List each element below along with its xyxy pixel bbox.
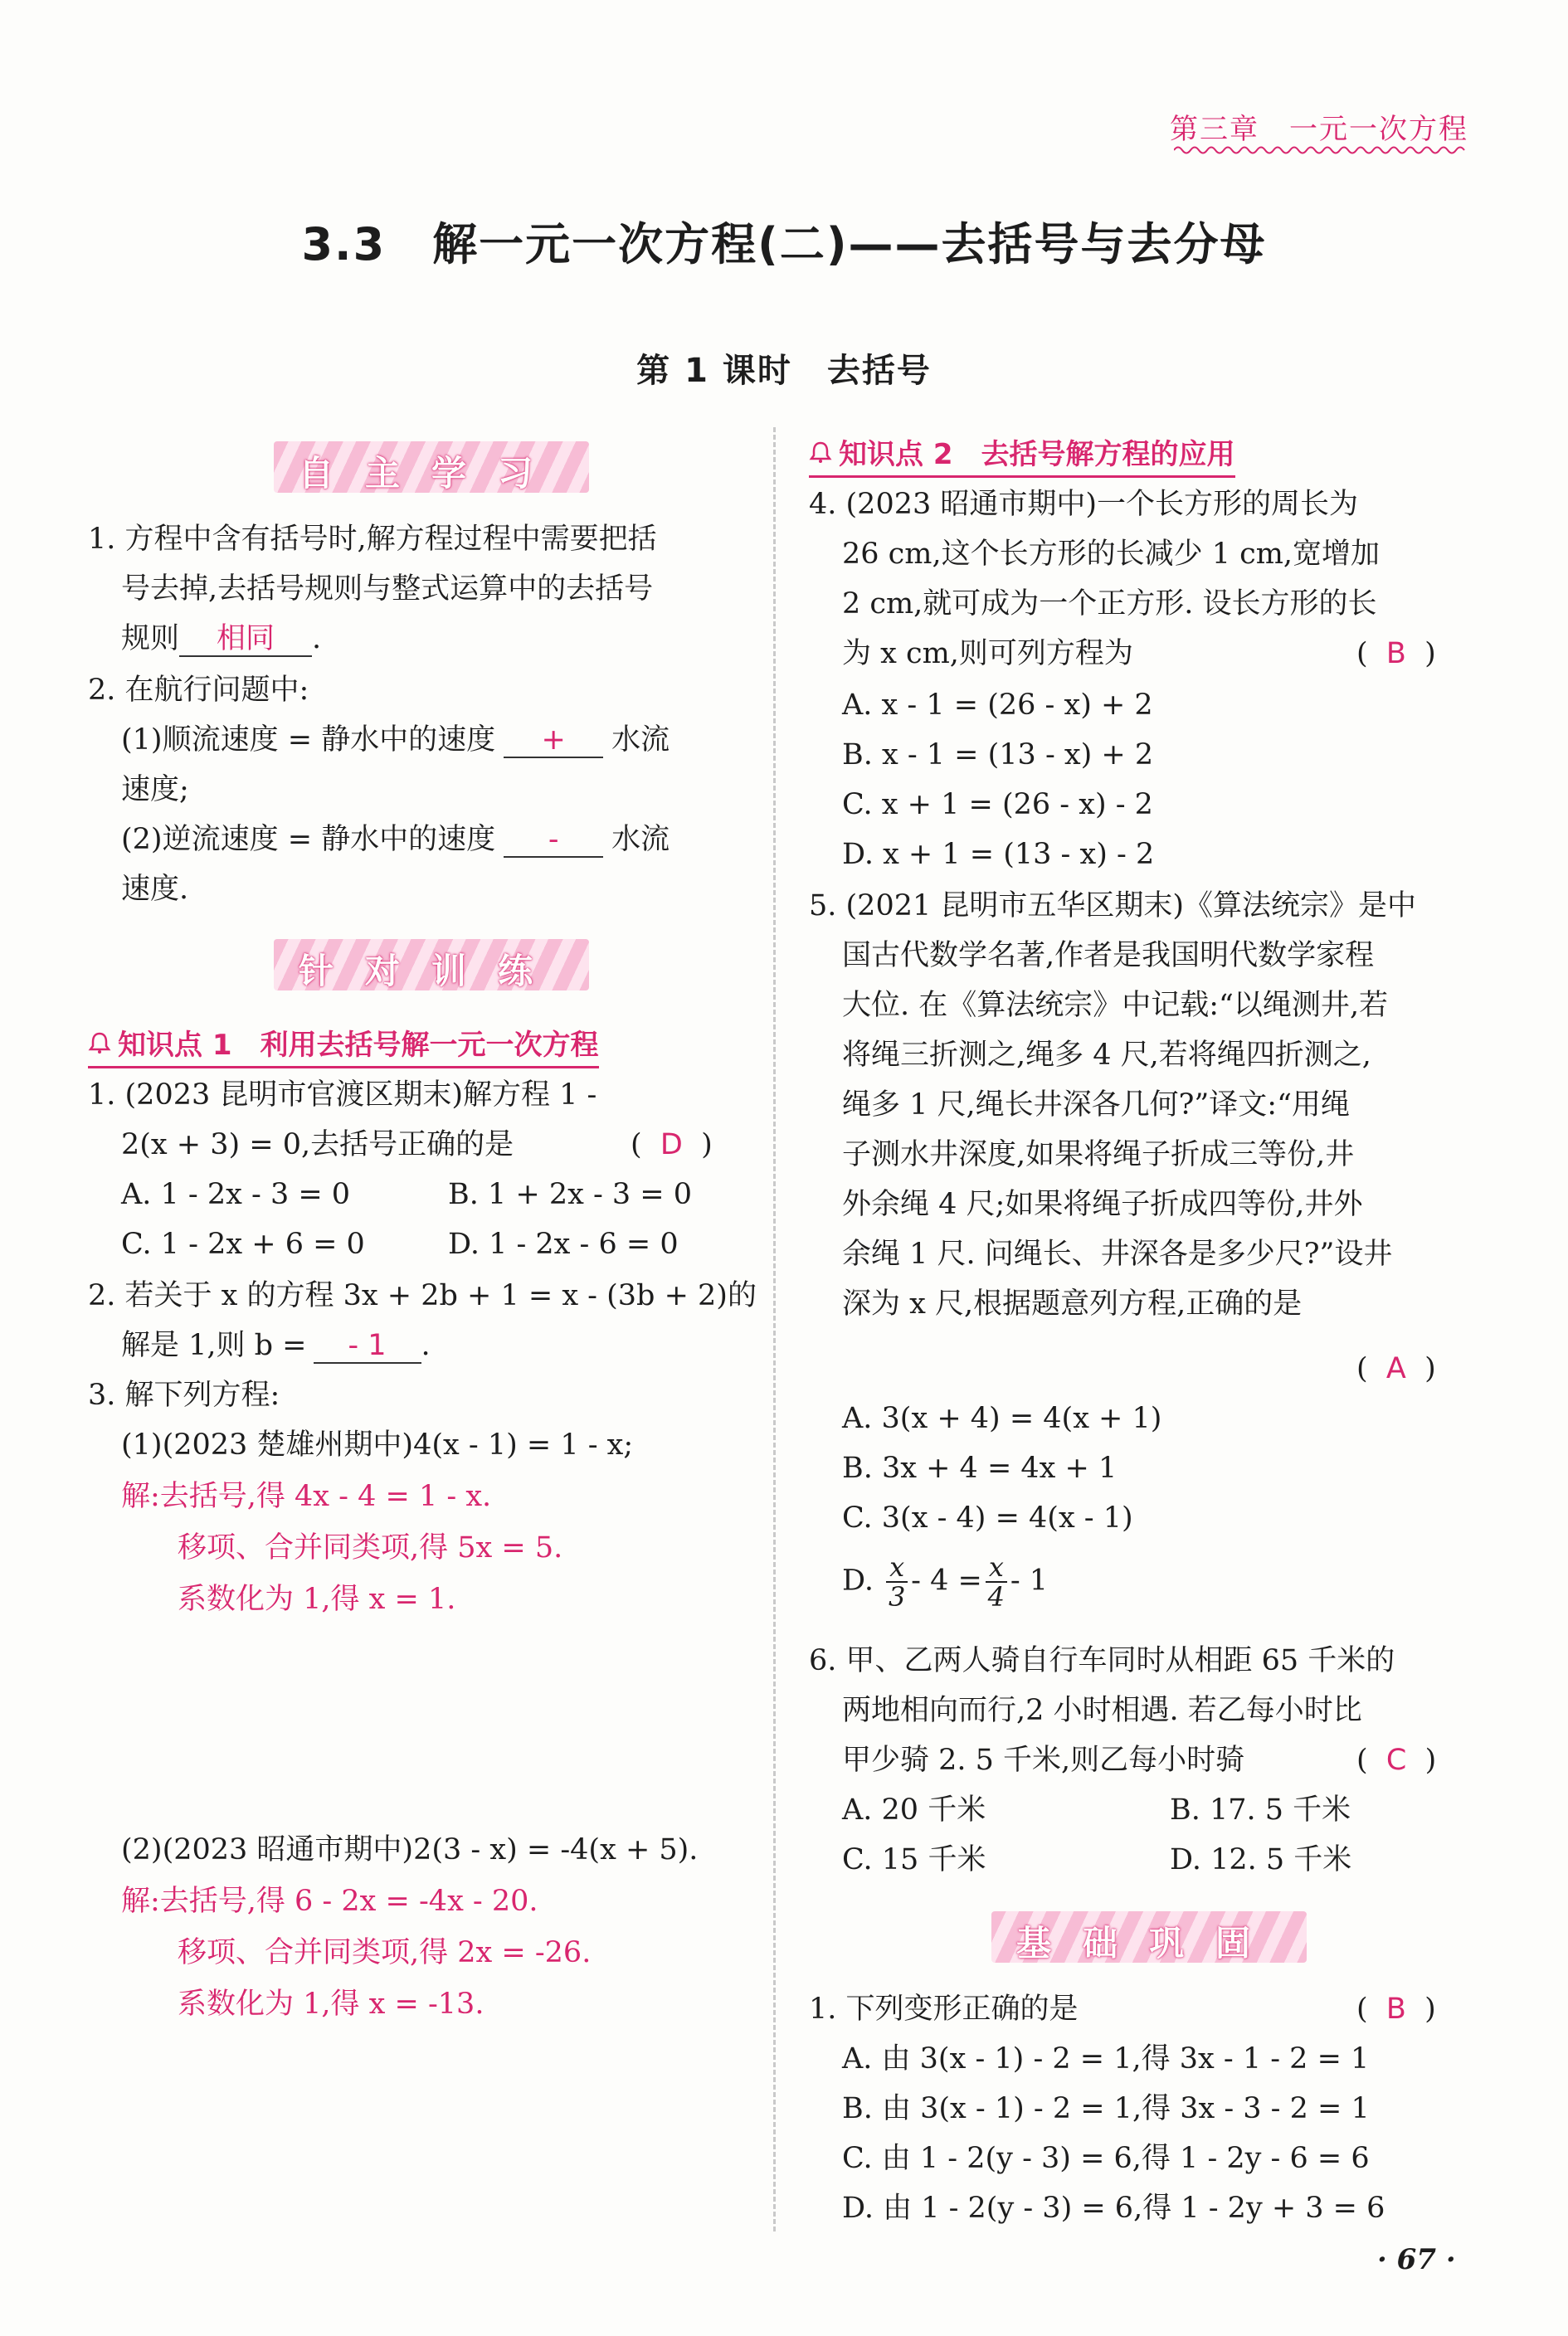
p6-answer-bracket: ( C ) — [1356, 1744, 1437, 1777]
p6-option-b: B. 17. 5 千米 — [1170, 1793, 1351, 1827]
p2-post: . — [421, 1329, 431, 1362]
p5-line7: 外余绳 4 尺;如果将绳子折成四等份,井外 — [842, 1188, 1363, 1221]
p5-option-d-end: - 1 — [1010, 1564, 1049, 1598]
p1-answer-bracket: ( D ) — [631, 1128, 713, 1161]
p5-option-a: A. 3(x + 4) = 4(x + 1) — [842, 1402, 1162, 1435]
knowledge-point-2 — [809, 431, 1235, 478]
p3-sub2-solution-3: 系数化为 1,得 x = -13. — [178, 1988, 485, 2021]
banner-foundation-review — [991, 1911, 1307, 1963]
p3-sub1-solution-2: 移项、合并同类项,得 5x = 5. — [178, 1531, 563, 1565]
p4-option-c: C. x + 1 = (26 - x) - 2 — [842, 788, 1153, 821]
p3-sub1: (1)(2023 楚雄州期中)4(x - 1) = 1 - x; — [121, 1428, 634, 1462]
p6-line3: 甲少骑 2. 5 千米,则乙每小时骑 — [842, 1744, 1245, 1777]
p5-line2: 国古代数学名著,作者是我国明代数学家程 — [842, 939, 1375, 972]
p6-option-c: C. 15 千米 — [842, 1843, 986, 1876]
p1-line1: 1. (2023 昆明市官渡区期末)解方程 1 - — [88, 1078, 597, 1112]
p1-option-a: A. 1 - 2x - 3 = 0 — [121, 1178, 351, 1211]
bell-icon — [809, 438, 834, 471]
p1-option-c: C. 1 - 2x + 6 = 0 — [121, 1228, 365, 1261]
fraction-numerator: x — [886, 1553, 908, 1583]
p1-option-d: D. 1 - 2x - 6 = 0 — [448, 1228, 679, 1261]
column-divider — [773, 427, 776, 2231]
banner-targeted-practice — [274, 939, 589, 990]
q2-b-cont: 速度. — [121, 873, 189, 906]
p5-option-d — [842, 1553, 1048, 1611]
banner-label: 自主学习 — [298, 453, 564, 494]
p6-option-d: D. 12. 5 千米 — [1170, 1843, 1352, 1876]
lesson-subtitle: 第 1 课时 去括号 — [636, 352, 932, 390]
knowledge-point-1 — [88, 1022, 599, 1068]
banner-label: 基础巩固 — [1015, 1923, 1282, 1964]
q1-pre: 规则 — [121, 622, 180, 655]
page-number: · 67 · — [1377, 2243, 1456, 2276]
p5-line5: 绳多 1 尺,绳长井深各几何?”译文:“用绳 — [842, 1088, 1350, 1122]
p5-answer: A — [1385, 1352, 1406, 1385]
p1-line2: 2(x + 3) = 0,去括号正确的是 — [121, 1128, 514, 1161]
header-wave-decoration — [1174, 144, 1468, 156]
banner-label: 针对训练 — [298, 951, 564, 991]
p5-answer-bracket: ( A ) — [1356, 1352, 1436, 1385]
p6-answer: C — [1385, 1744, 1407, 1777]
p4-line1: 4. (2023 昭通市期中)一个长方形的周长为 — [809, 488, 1359, 521]
section-title: 3.3 解一元一次方程(二)——去括号与去分母 — [301, 218, 1267, 270]
p5-option-d-mid: - 4 = — [911, 1564, 982, 1598]
q2-a-pre: (1)顺流速度 = 静水中的速度 — [121, 723, 496, 757]
p5-line6: 子测水井深度,如果将绳子折成三等份,井 — [842, 1138, 1355, 1171]
q2-a-blank: + — [504, 723, 603, 758]
p4-option-d: D. x + 1 = (13 - x) - 2 — [842, 838, 1155, 871]
fraction-denominator: 4 — [987, 1581, 1006, 1613]
knowledge-point-1-label: 知识点 1 利用去括号解一元一次方程 — [118, 1029, 599, 1062]
b1-option-a: A. 由 3(x - 1) - 2 = 1,得 3x - 1 - 2 = 1 — [842, 2042, 1370, 2076]
b1-option-d: D. 由 1 - 2(y - 3) = 6,得 1 - 2y + 3 = 6 — [842, 2192, 1385, 2225]
banner-self-study — [274, 441, 589, 493]
fraction-denominator: 3 — [888, 1581, 906, 1613]
p5-line8: 余绳 1 尺. 问绳长、井深各是多少尺?”设井 — [842, 1238, 1393, 1271]
chapter-header: 第三章 一元一次方程 — [1170, 113, 1468, 146]
q2-b-post: 水流 — [611, 823, 670, 856]
b1-option-b: B. 由 3(x - 1) - 2 = 1,得 3x - 3 - 2 = 1 — [842, 2092, 1370, 2125]
b1-answer: B — [1385, 1993, 1406, 2026]
p5-option-b: B. 3x + 4 = 4x + 1 — [842, 1452, 1118, 1485]
q2-b-line — [121, 823, 670, 858]
q2-b-blank: - — [504, 823, 603, 858]
p6-option-a: A. 20 千米 — [842, 1793, 986, 1827]
fraction-x-over-4 — [986, 1553, 1007, 1611]
q2-b-pre: (2)逆流速度 = 静水中的速度 — [121, 823, 496, 856]
q2-line1: 2. 在航行问题中: — [88, 674, 309, 707]
q1-answer-blank: 相同 — [179, 622, 312, 657]
q2-a-cont: 速度; — [121, 773, 189, 806]
p5-line9: 深为 x 尺,根据题意列方程,正确的是 — [842, 1287, 1303, 1321]
p1-option-b: B. 1 + 2x - 3 = 0 — [448, 1178, 693, 1211]
p2-line1: 2. 若关于 x 的方程 3x + 2b + 1 = x - (3b + 2)的 — [88, 1279, 757, 1312]
p4-line4: 为 x cm,则可列方程为 — [842, 637, 1133, 670]
p5-line1: 5. (2021 昆明市五华区期末)《算法统宗》是中 — [809, 889, 1417, 922]
b1-option-c: C. 由 1 - 2(y - 3) = 6,得 1 - 2y - 6 = 6 — [842, 2142, 1370, 2175]
p5-line3: 大位. 在《算法统宗》中记载:“以绳测井,若 — [842, 989, 1389, 1022]
p3-sub2-solution-2: 移项、合并同类项,得 2x = -26. — [178, 1936, 592, 1969]
p3-sub2: (2)(2023 昭通市期中)2(3 - x) = -4(x + 5). — [121, 1833, 699, 1866]
q1-post: . — [312, 622, 322, 655]
p3-sub1-solution-3: 系数化为 1,得 x = 1. — [178, 1583, 456, 1616]
p2-answer-blank: - 1 — [314, 1329, 421, 1364]
p5-option-d-prefix: D. — [842, 1564, 874, 1598]
q1-line1: 1. 方程中含有括号时,解方程过程中需要把括 — [88, 523, 657, 556]
p5-line4: 将绳三折测之,绳多 4 尺,若将绳四折测之, — [842, 1039, 1371, 1072]
knowledge-point-2-label: 知识点 2 去括号解方程的应用 — [839, 438, 1235, 471]
p4-line2: 26 cm,这个长方形的长减少 1 cm,宽增加 — [842, 538, 1381, 571]
q1-line3 — [121, 622, 321, 657]
p4-line3: 2 cm,就可成为一个正方形. 设长方形的长 — [842, 587, 1377, 620]
p3-sub2-solution-1: 解:去括号,得 6 - 2x = -4x - 20. — [121, 1885, 538, 1918]
p4-option-a: A. x - 1 = (26 - x) + 2 — [842, 689, 1153, 722]
p4-option-b: B. x - 1 = (13 - x) + 2 — [842, 738, 1154, 771]
b1-line1: 1. 下列变形正确的是 — [809, 1993, 1079, 2026]
p2-pre: 解是 1,则 b = — [121, 1329, 307, 1362]
p6-line1: 6. 甲、乙两人骑自行车同时从相距 65 千米的 — [809, 1644, 1395, 1677]
p1-answer: D — [660, 1128, 683, 1161]
p4-answer-bracket: ( B ) — [1356, 637, 1436, 670]
fraction-x-over-3 — [886, 1553, 908, 1611]
q2-a-line — [121, 723, 670, 758]
fraction-numerator: x — [986, 1553, 1007, 1583]
b1-answer-bracket: ( B ) — [1356, 1993, 1436, 2026]
p4-answer: B — [1385, 637, 1406, 670]
p2-line2 — [121, 1329, 431, 1364]
q2-a-post: 水流 — [611, 723, 670, 757]
q1-line2: 号去掉,去括号规则与整式运算中的去括号 — [121, 572, 654, 606]
p5-option-c: C. 3(x - 4) = 4(x - 1) — [842, 1501, 1133, 1535]
p3-line1: 3. 解下列方程: — [88, 1379, 280, 1412]
p3-sub1-solution-1: 解:去括号,得 4x - 4 = 1 - x. — [121, 1480, 492, 1513]
p6-line2: 两地相向而行,2 小时相遇. 若乙每小时比 — [842, 1694, 1362, 1727]
bell-icon — [88, 1029, 113, 1062]
